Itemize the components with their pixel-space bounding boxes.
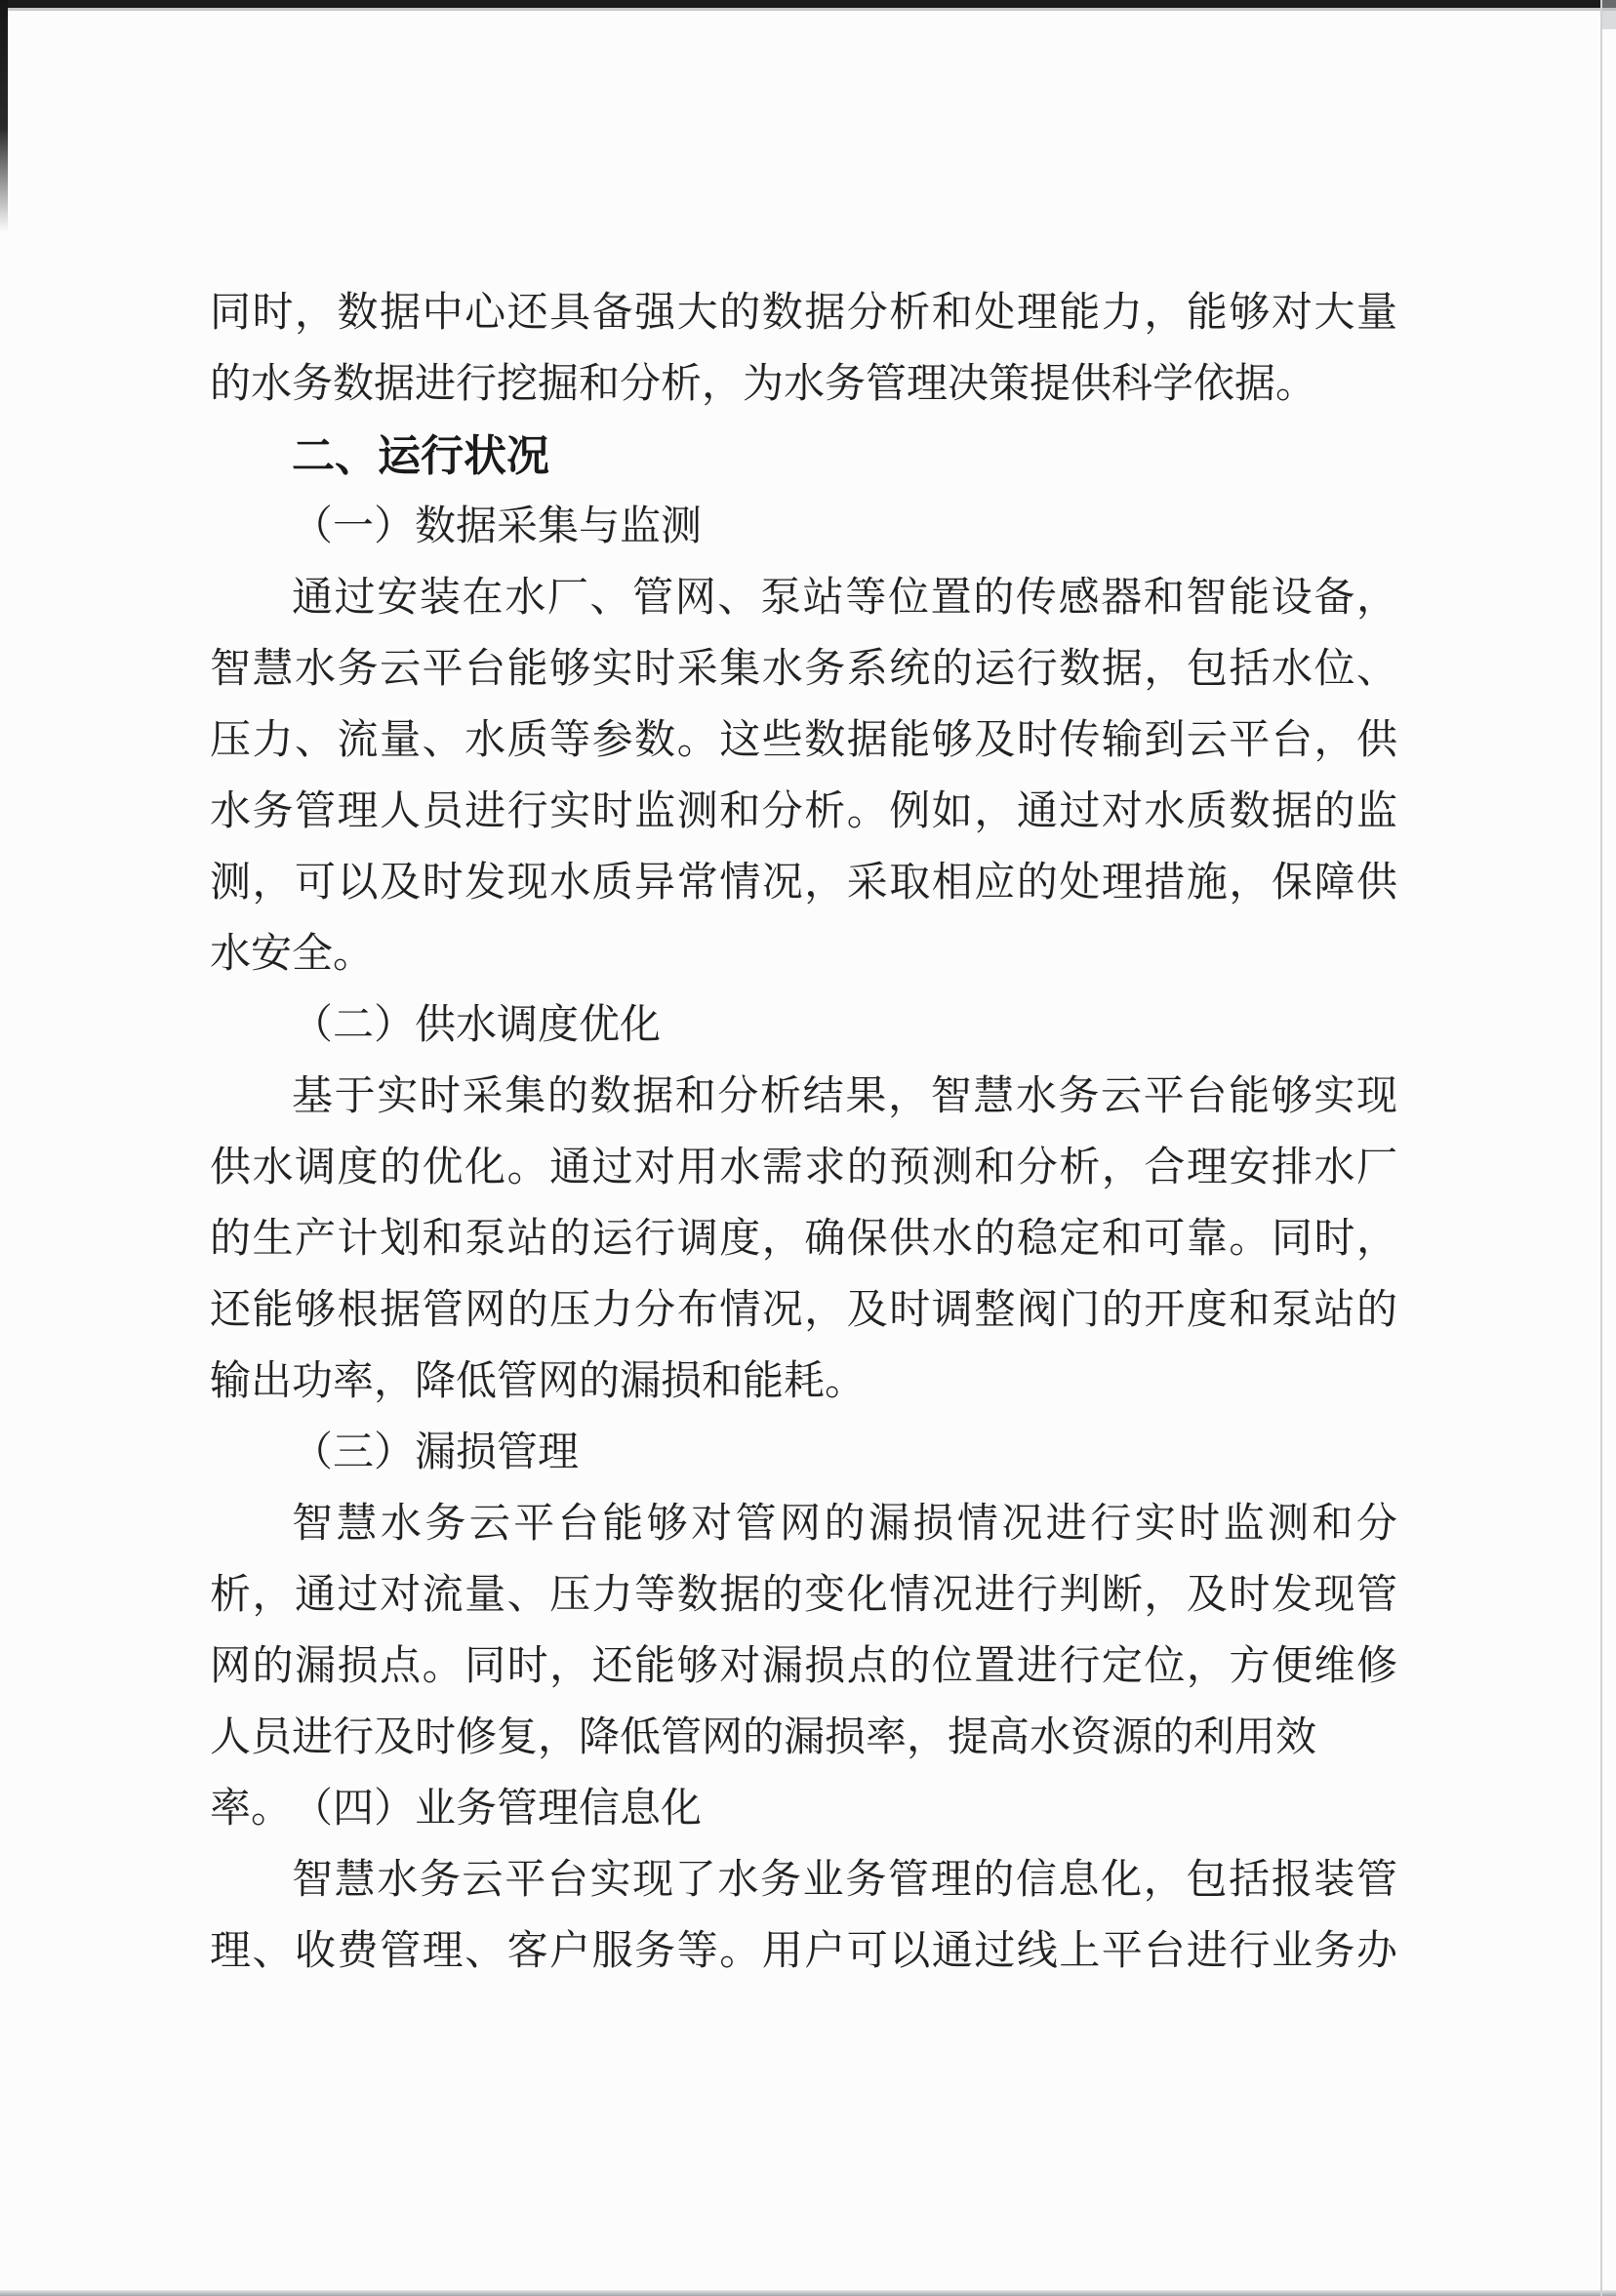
- text-line: 网的漏损点。同时，还能够对漏损点的位置进行定位，方便维修: [210, 1644, 1397, 1689]
- scan-edge-bottom: [0, 2290, 1616, 2296]
- text-line: 供水调度的优化。通过对用水需求的预测和分析，合理安排水厂: [210, 1146, 1397, 1190]
- document-body: [210, 278, 1397, 1988]
- scan-edge-top-shadow: [0, 8, 1616, 11]
- text-line: 压力、流量、水质等参数。这些数据能够及时传输到云平台，供: [210, 718, 1397, 763]
- scan-edge-top: [0, 0, 1616, 8]
- text-line: 人员进行及时修复，降低管网的漏损率，提高水资源的利用效率。: [210, 1715, 1317, 1832]
- text-line: 智慧水务云平台实现了水务业务管理的信息化，包括报装管: [292, 1858, 1397, 1903]
- subsection-heading: （三）漏损管理: [292, 1430, 580, 1475]
- text-line: 同时，数据中心还具备强大的数据分析和处理能力，能够对大量: [210, 291, 1397, 336]
- section-heading: 二、运行状况: [292, 432, 549, 480]
- text-line: 析，通过对流量、压力等数据的变化情况进行判断，及时发现管: [210, 1573, 1397, 1618]
- text-line: 的生产计划和泵站的运行调度，确保供水的稳定和可靠。同时，: [210, 1217, 1397, 1262]
- text-line: 智慧水务云平台能够实时采集水务系统的运行数据，包括水位、: [210, 647, 1397, 692]
- text-line: 输出功率，降低管网的漏损和能耗。: [210, 1359, 867, 1404]
- subsection-heading: （二）供水调度优化: [292, 1003, 662, 1048]
- text-line: 水务管理人员进行实时监测和分析。例如，通过对水质数据的监: [210, 789, 1397, 834]
- scan-edge-right-line: [1600, 0, 1602, 2296]
- text-line: 通过安装在水厂、管网、泵站等位置的传感器和智能设备，: [292, 576, 1397, 621]
- text-line: 的水务数据进行挖掘和分析，为水务管理决策提供科学依据。: [210, 362, 1317, 407]
- text-line: 智慧水务云平台能够对管网的漏损情况进行实时监测和分: [292, 1502, 1397, 1547]
- subsection-heading: （四）业务管理信息化: [292, 1787, 703, 1832]
- scan-edge-right-corner: [1602, 0, 1616, 29]
- text-line: 还能够根据管网的压力分布情况，及时调整阀门的开度和泵站的: [210, 1288, 1397, 1333]
- text-line: 水安全。: [210, 932, 375, 977]
- text-line: 测，可以及时发现水质异常情况，采取相应的处理措施，保障供: [210, 861, 1397, 906]
- subsection-heading: （一）数据采集与监测: [292, 504, 703, 549]
- text-line: 理、收费管理、客户服务等。用户可以通过线上平台进行业务办: [210, 1929, 1397, 1974]
- scan-edge-left: [0, 0, 8, 232]
- text-line: 基于实时采集的数据和分析结果，智慧水务云平台能够实现: [292, 1074, 1397, 1119]
